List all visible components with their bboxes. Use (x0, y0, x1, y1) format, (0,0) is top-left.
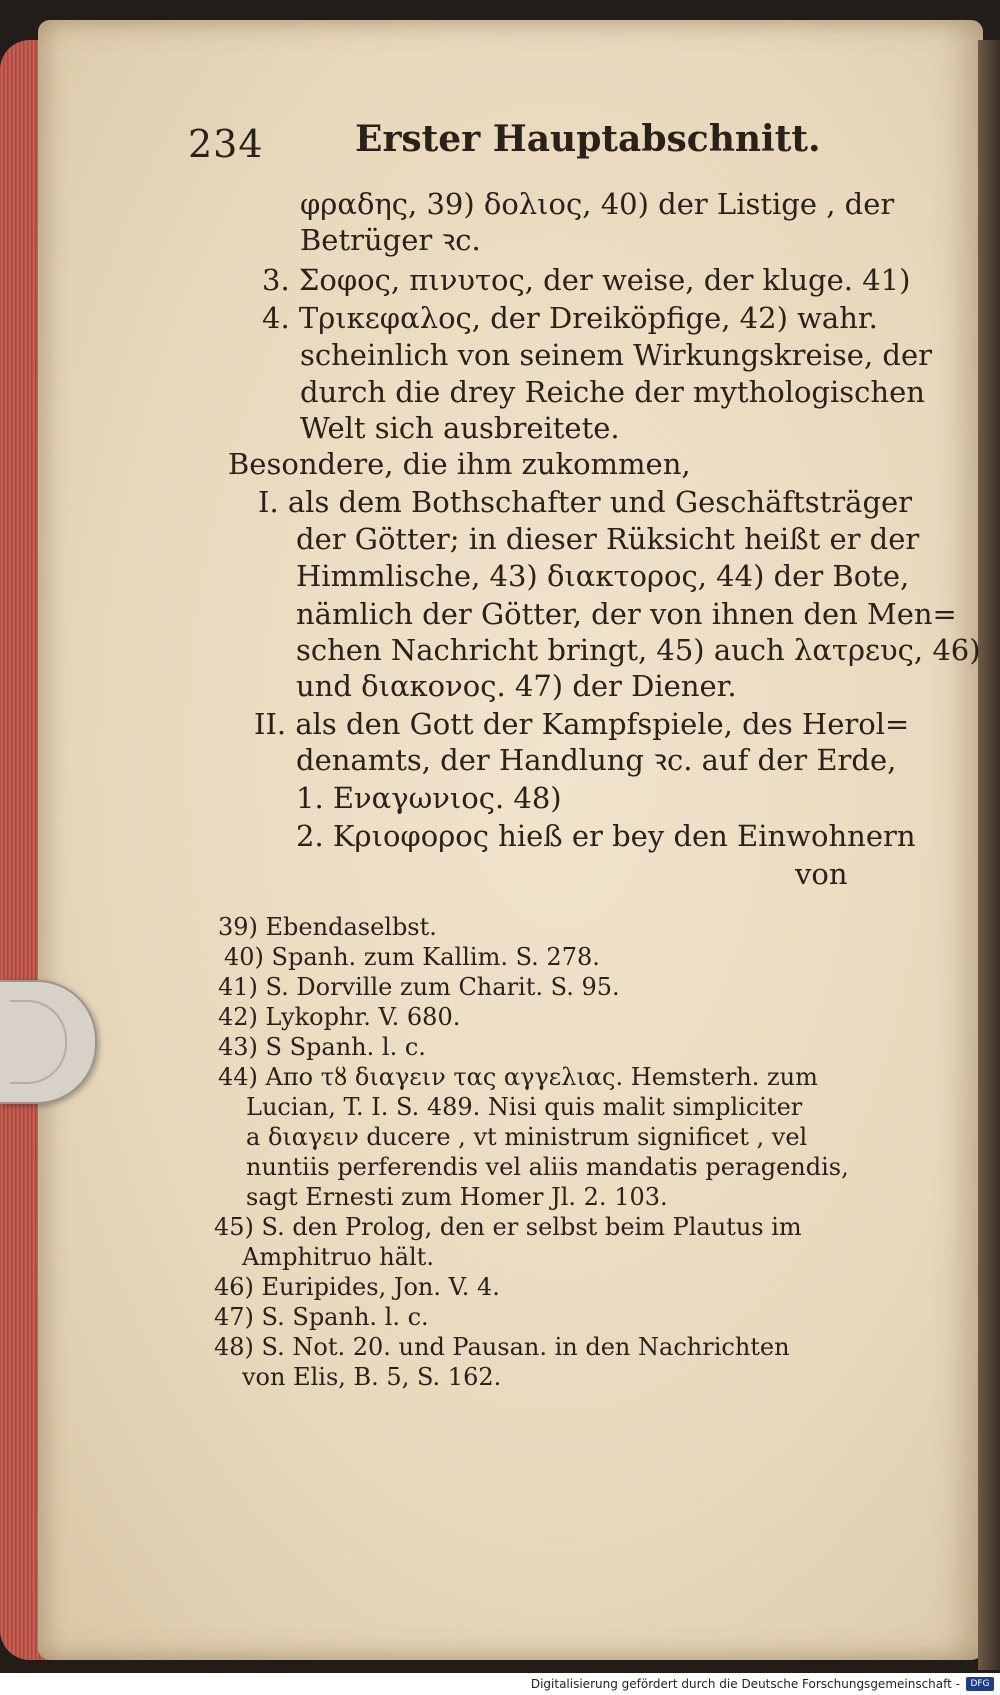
footnote-continuation: nuntiis perferendis vel aliis mandatis peragendis, (246, 1153, 849, 1181)
body-line: und διακονος. 47) der Diener. (296, 669, 737, 703)
facing-page-edge (978, 40, 1000, 1670)
body-line: I. als dem Bothschafter und Geschäftsträger (258, 485, 913, 519)
body-line: denamts, der Handlung ꝛc. auf der Erde, (296, 743, 897, 777)
body-line: Betrüger ꝛc. (300, 223, 481, 257)
body-line: Besondere, die ihm zukommen, (228, 447, 691, 481)
body-line: φραδης, 39) δολιος, 40) der Listige , der (300, 187, 895, 221)
credit-text: Digitalisierung gefördert durch die Deutsche Forschungsgemeinschaft - (530, 1677, 960, 1691)
page-number: 234 (188, 122, 264, 166)
footnote-continuation: sagt Ernesti zum Homer Jl. 2. 103. (246, 1183, 668, 1211)
body-line: 3. Σοφος, πινυτος, der weise, der kluge. 41) (262, 263, 911, 297)
body-line: nämlich der Götter, der von ihnen den Men= (296, 597, 957, 631)
page-clip-inner (10, 1000, 67, 1084)
footnote: 44) Απο τȣ διαγειν τας αγγελιας. Hemsterh. zum (218, 1063, 818, 1091)
footnote: 47) S. Spanh. l. c. (214, 1303, 429, 1331)
body-line: 1. Εναγωνιος. 48) (296, 781, 562, 815)
footnote: 39) Ebendaselbst. (218, 913, 437, 941)
body-line: II. als den Gott der Kampfspiele, des Herol= (254, 707, 910, 741)
body-line: Himmlische, 43) διακτορος, 44) der Bote, (296, 559, 910, 593)
footnote: 40) Spanh. zum Kallim. S. 278. (224, 943, 600, 971)
footnote-continuation: von Elis, B. 5, S. 162. (242, 1363, 502, 1391)
footnote: 41) S. Dorville zum Charit. S. 95. (218, 973, 620, 1001)
body-line: 2. Κριοφορος hieß er bey den Einwohnern (296, 819, 916, 853)
body-line: der Götter; in dieser Rüksicht heißt er der (296, 522, 920, 556)
body-line: durch die drey Reiche der mythologischen (300, 375, 925, 409)
footnote-continuation: Lucian, T. I. S. 489. Nisi quis malit simpliciter (246, 1093, 803, 1121)
body-line: 4. Τρικεφαλος, der Dreiköpfige, 42) wahr. (262, 301, 878, 335)
footnote-continuation: a διαγειν ducere , vt ministrum significet , vel (246, 1123, 808, 1151)
footnote: 43) S Spanh. l. c. (218, 1033, 426, 1061)
footnote-continuation: Amphitruo hält. (242, 1243, 434, 1271)
footnote: 42) Lykophr. V. 680. (218, 1003, 461, 1031)
footnote: 46) Euripides, Jon. V. 4. (214, 1273, 500, 1301)
body-line: Welt sich ausbreitete. (300, 411, 620, 445)
catchword: von (795, 857, 848, 891)
body-line: scheinlich von seinem Wirkungskreise, der (300, 338, 932, 372)
running-title: Erster Hauptabschnitt. (355, 118, 821, 160)
body-line: schen Nachricht bringt, 45) auch λατρευς, 46) (296, 633, 981, 667)
digitization-credit (0, 1673, 1000, 1695)
footnote: 45) S. den Prolog, den er selbst beim Plautus im (214, 1213, 802, 1241)
dfg-logo: DFG (966, 1677, 994, 1691)
footnote: 48) S. Not. 20. und Pausan. in den Nachrichten (214, 1333, 790, 1361)
